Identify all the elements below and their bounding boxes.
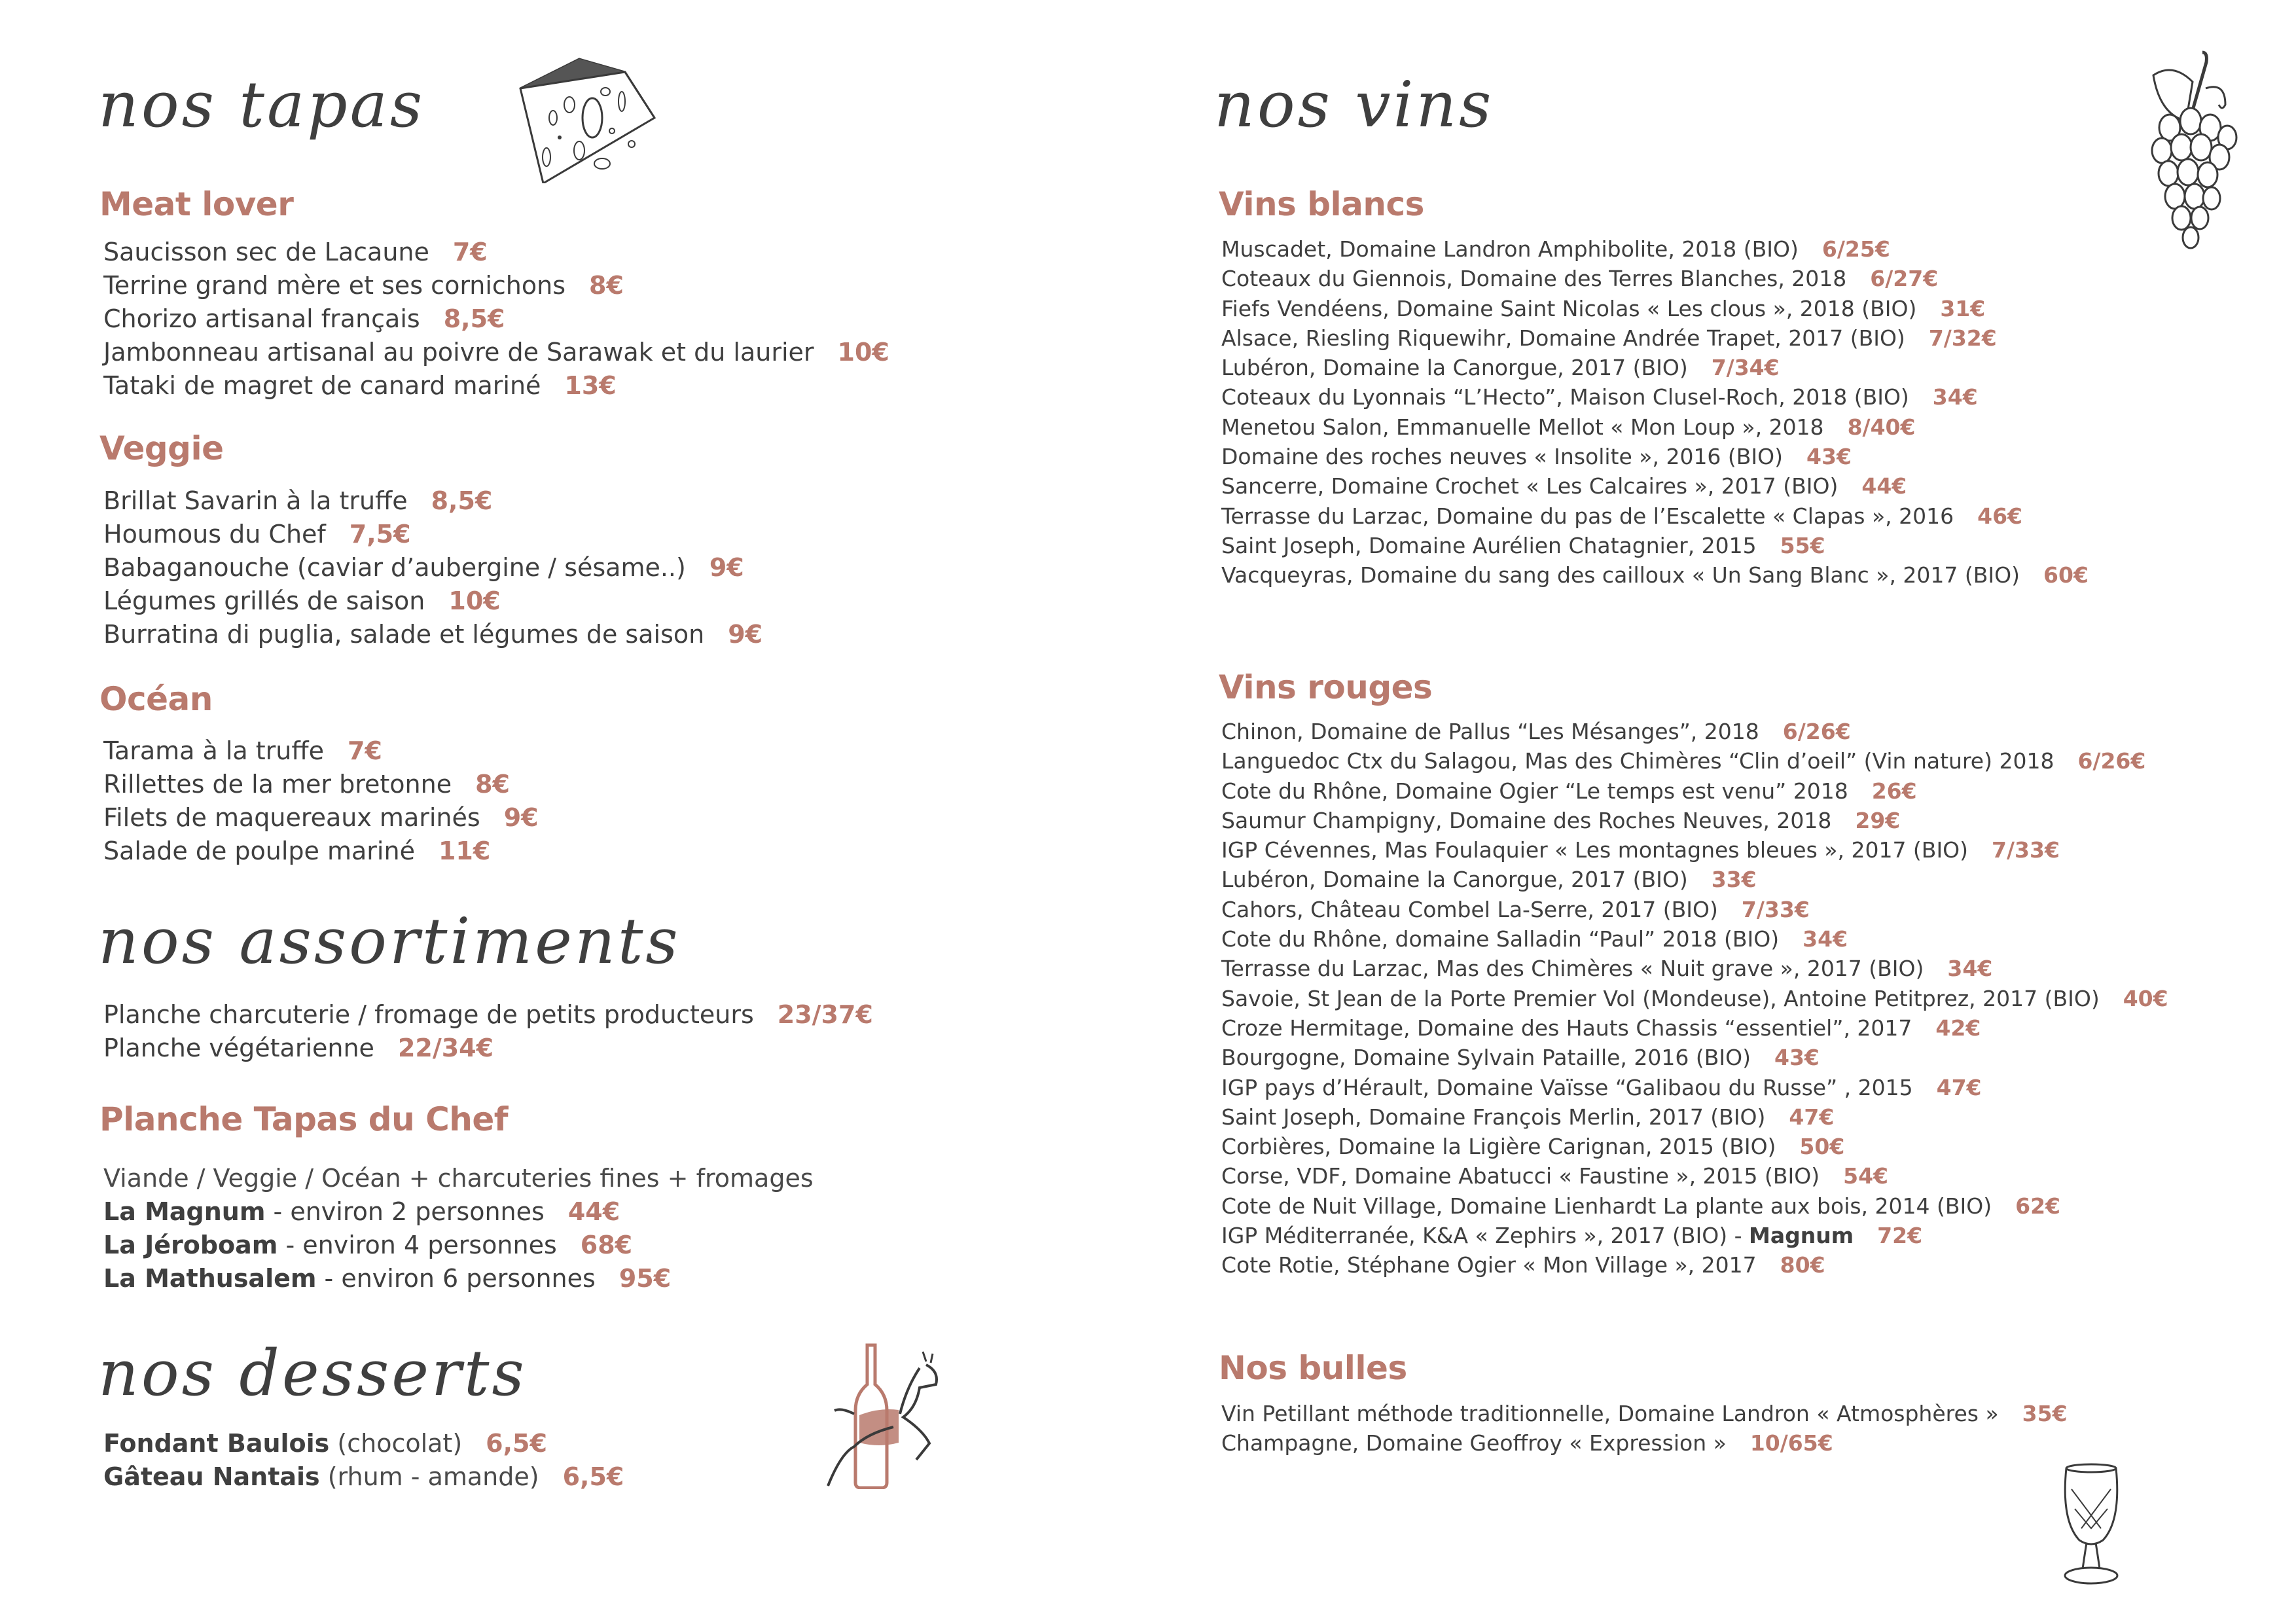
wine-item: Savoie, St Jean de la Porte Premier Vol (Mondeuse), Antoine Petitprez, 2017 (BIO) 40€ <box>1221 985 2168 1011</box>
menu-item: La Mathusalem - environ 6 personnes 95€ <box>103 1264 672 1293</box>
wine-item: IGP Méditerranée, K&A « Zephirs », 2017 (BIO) - Magnum 72€ <box>1221 1223 1923 1249</box>
price: 40€ <box>2123 985 2168 1011</box>
menu-item: Tataki de magret de canard mariné 13€ <box>103 371 617 400</box>
assortiments-title: nos assortiments <box>98 905 681 978</box>
wine-item: Corse, VDF, Domaine Abatucci « Faustine », 2015 (BIO) 54€ <box>1221 1163 1889 1189</box>
price: 8,5€ <box>443 304 505 333</box>
section-heading-veggie: Veggie <box>99 429 224 467</box>
wine-item: Croze Hermitage, Domaine des Hauts Chassis “essentiel”, 2017 42€ <box>1221 1015 1981 1041</box>
wine-item: Muscadet, Domaine Landron Amphibolite, 2018 (BIO) 6/25€ <box>1221 236 1890 262</box>
price: 34€ <box>1947 956 1993 982</box>
desserts-list <box>103 1427 624 1494</box>
section-heading-vins-rouges: Vins rouges <box>1219 668 1433 706</box>
price: 9€ <box>709 553 744 582</box>
vins-blancs-list <box>1221 234 2089 590</box>
price: 47€ <box>1789 1104 1835 1130</box>
tapas-title: nos tapas <box>98 68 425 141</box>
wine-item: Coteaux du Giennois, Domaine des Terres Blanches, 2018 6/27€ <box>1221 266 1939 292</box>
section-heading-bulles: Nos bulles <box>1219 1349 1407 1387</box>
price: 8/40€ <box>1847 414 1916 440</box>
vins-rouges-list <box>1221 717 2168 1280</box>
wine-item: Cote Rotie, Stéphane Ogier « Mon Village », 2017 80€ <box>1221 1252 1825 1278</box>
menu-item: Planche charcuterie / fromage de petits producteurs 23/37€ <box>103 1000 873 1029</box>
price: 34€ <box>1932 384 1978 410</box>
price: 60€ <box>2043 562 2089 588</box>
wine-item: Bourgogne, Domaine Sylvain Pataille, 2016 (BIO) 43€ <box>1221 1045 1820 1071</box>
price: 47€ <box>1936 1074 1982 1100</box>
meat-lover-list <box>103 236 889 403</box>
price: 13€ <box>564 371 617 400</box>
price: 54€ <box>1843 1163 1889 1189</box>
price: 50€ <box>1799 1134 1845 1160</box>
price: 6,5€ <box>486 1429 547 1458</box>
price: 7/32€ <box>1928 325 1997 351</box>
price: 22/34€ <box>397 1034 494 1062</box>
cheese-illustration <box>507 52 664 183</box>
wines-title: nos vins <box>1214 68 1494 141</box>
price: 6/26€ <box>1782 719 1851 744</box>
price: 42€ <box>1935 1015 1981 1041</box>
price: 10€ <box>837 338 889 367</box>
bulles-list <box>1221 1399 2068 1458</box>
menu-item: Saucisson sec de Lacaune 7€ <box>103 238 488 266</box>
menu-item: Terrine grand mère et ses cornichons 8€ <box>103 271 624 300</box>
price: 6/27€ <box>1870 266 1939 292</box>
wine-item: Corbières, Domaine la Ligière Carignan, 2015 (BIO) 50€ <box>1221 1134 1845 1160</box>
price: 10/65€ <box>1749 1430 1833 1456</box>
wine-item: Cote du Rhône, Domaine Ogier “Le temps est venu” 2018 26€ <box>1221 778 1917 804</box>
price: 23/37€ <box>777 1000 873 1029</box>
price: 8,5€ <box>431 486 493 515</box>
price: 72€ <box>1877 1223 1923 1249</box>
price: 7,5€ <box>349 520 411 549</box>
menu-item: Gâteau Nantais (rhum - amande) 6,5€ <box>103 1462 624 1491</box>
price: 7/33€ <box>1992 837 2060 863</box>
price: 11€ <box>438 837 491 865</box>
wine-item: Chinon, Domaine de Pallus “Les Mésanges”, 2018 6/26€ <box>1221 719 1851 744</box>
price: 10€ <box>448 586 501 615</box>
price: 68€ <box>580 1231 633 1259</box>
price: 44€ <box>1861 473 1907 499</box>
desserts-title: nos desserts <box>98 1337 527 1410</box>
price: 7€ <box>347 736 382 765</box>
price: 7€ <box>452 238 488 266</box>
menu-item: Rillettes de la mer bretonne 8€ <box>103 770 510 799</box>
wine-item: Sancerre, Domaine Crochet « Les Calcaires », 2017 (BIO) 44€ <box>1221 473 1907 499</box>
menu-item: Filets de maquereaux marinés 9€ <box>103 803 539 832</box>
wine-item: Cote du Rhône, domaine Salladin “Paul” 2018 (BIO) 34€ <box>1221 926 1848 952</box>
price: 43€ <box>1774 1045 1820 1071</box>
planche-chef-list <box>103 1162 814 1295</box>
planche-description: Viande / Veggie / Océan + charcuteries fines + fromages <box>103 1164 814 1193</box>
section-heading-vins-blancs: Vins blancs <box>1219 185 1424 223</box>
price: 62€ <box>2015 1193 2060 1219</box>
menu-item: La Jéroboam - environ 4 personnes 68€ <box>103 1231 633 1259</box>
wine-item: Vacqueyras, Domaine du sang des cailloux « Un Sang Blanc », 2017 (BIO) 60€ <box>1221 562 2089 588</box>
wine-item: Coteaux du Lyonnais “L’Hecto”, Maison Clusel-Roch, 2018 (BIO) 34€ <box>1221 384 1978 410</box>
menu-item: Jambonneau artisanal au poivre de Sarawak et du laurier 10€ <box>103 338 889 367</box>
assortiments-list <box>103 998 873 1065</box>
price: 6/25€ <box>1821 236 1890 262</box>
price: 55€ <box>1780 532 1825 558</box>
price: 34€ <box>1803 926 1848 952</box>
menu-item: Houmous du Chef 7,5€ <box>103 520 411 549</box>
price: 8€ <box>589 271 624 300</box>
menu-item: Tarama à la truffe 7€ <box>103 736 382 765</box>
wine-item: Terrasse du Larzac, Domaine du pas de l’Escalette « Clapas », 2016 46€ <box>1221 503 2023 529</box>
wine-item: Champagne, Domaine Geoffroy « Expression » 10/65€ <box>1221 1430 1833 1456</box>
section-heading-ocean: Océan <box>99 680 213 718</box>
price: 6/26€ <box>2077 748 2146 774</box>
price: 7/33€ <box>1741 896 1810 922</box>
wine-item: Cote de Nuit Village, Domaine Lienhardt La plante aux bois, 2014 (BIO) 62€ <box>1221 1193 2060 1219</box>
price: 95€ <box>619 1264 672 1293</box>
price: 6,5€ <box>562 1462 624 1491</box>
section-heading-meat-lover: Meat lover <box>99 185 294 223</box>
wine-item: Fiefs Vendéens, Domaine Saint Nicolas « Les clous », 2018 (BIO) 31€ <box>1221 295 1986 321</box>
deer-bottle-illustration <box>795 1342 946 1489</box>
price: 80€ <box>1780 1252 1825 1278</box>
menu-item: La Magnum - environ 2 personnes 44€ <box>103 1197 620 1226</box>
price: 31€ <box>1940 295 1986 321</box>
menu-item: Légumes grillés de saison 10€ <box>103 586 501 615</box>
price: 9€ <box>728 620 763 649</box>
grapes-illustration <box>2130 49 2248 252</box>
menu-item: Chorizo artisanal français 8,5€ <box>103 304 505 333</box>
wine-item: Vin Petillant méthode traditionnelle, Domaine Landron « Atmosphères » 35€ <box>1221 1401 2068 1426</box>
wine-item: Languedoc Ctx du Salagou, Mas des Chimères “Clin d’oeil” (Vin nature) 2018 6/26€ <box>1221 748 2146 774</box>
menu-item: Brillat Savarin à la truffe 8,5€ <box>103 486 493 515</box>
price: 7/34€ <box>1711 355 1780 381</box>
price: 9€ <box>503 803 539 832</box>
wine-item: Terrasse du Larzac, Mas des Chimères « Nuit grave », 2017 (BIO) 34€ <box>1221 956 1993 982</box>
wine-item: Saint Joseph, Domaine François Merlin, 2017 (BIO) 47€ <box>1221 1104 1835 1130</box>
wine-item: Lubéron, Domaine la Canorgue, 2017 (BIO) 7/34€ <box>1221 355 1780 381</box>
menu-item: Burratina di puglia, salade et légumes de saison 9€ <box>103 620 763 649</box>
price: 43€ <box>1806 444 1852 470</box>
wine-item: Cahors, Château Combel La-Serre, 2017 (BIO) 7/33€ <box>1221 896 1810 922</box>
menu-item: Babaganouche (caviar d’aubergine / sésame..) 9€ <box>103 553 744 582</box>
menu-item: Planche végétarienne 22/34€ <box>103 1034 494 1062</box>
ocean-list <box>103 734 539 868</box>
menu-item: Fondant Baulois (chocolat) 6,5€ <box>103 1429 547 1458</box>
price: 46€ <box>1977 503 2023 529</box>
wine-item: IGP Cévennes, Mas Foulaquier « Les montagnes bleues », 2017 (BIO) 7/33€ <box>1221 837 2060 863</box>
wine-item: Domaine des roches neuves « Insolite », 2016 (BIO) 43€ <box>1221 444 1852 470</box>
wine-item: Menetou Salon, Emmanuelle Mellot « Mon Loup », 2018 8/40€ <box>1221 414 1916 440</box>
price: 8€ <box>475 770 510 799</box>
wine-item: Saumur Champigny, Domaine des Roches Neuves, 2018 29€ <box>1221 807 1901 833</box>
wine-item: Lubéron, Domaine la Canorgue, 2017 (BIO) 33€ <box>1221 867 1757 893</box>
wine-item: Saint Joseph, Domaine Aurélien Chatagnier, 2015 55€ <box>1221 532 1825 558</box>
price: 29€ <box>1855 807 1901 833</box>
price: 44€ <box>567 1197 620 1226</box>
price: 35€ <box>2022 1401 2068 1426</box>
price: 33€ <box>1711 867 1757 893</box>
price: 26€ <box>1871 778 1917 804</box>
section-heading-planche-chef: Planche Tapas du Chef <box>99 1100 509 1138</box>
crystal-glass-illustration <box>2055 1463 2127 1587</box>
wine-item: Alsace, Riesling Riquewihr, Domaine Andrée Trapet, 2017 (BIO) 7/32€ <box>1221 325 1997 351</box>
wine-item: IGP pays d’Hérault, Domaine Vaïsse “Galibaou du Russe” , 2015 47€ <box>1221 1074 1982 1100</box>
menu-item: Salade de poulpe mariné 11€ <box>103 837 491 865</box>
veggie-list <box>103 484 762 651</box>
